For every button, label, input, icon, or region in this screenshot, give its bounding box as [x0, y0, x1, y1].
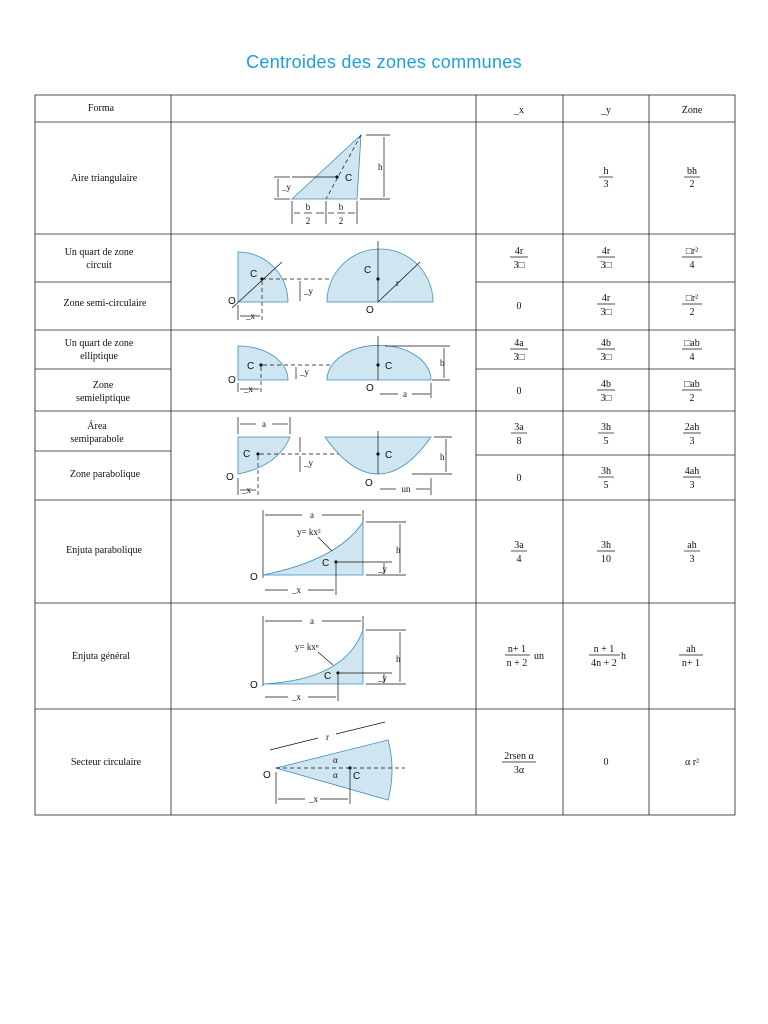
diagram-circular-sector [263, 722, 405, 804]
label-b: b [440, 358, 445, 368]
row-name-parabolic: Zone parabolique [69, 469, 141, 480]
row-name-quarter-ellipse [65, 338, 134, 362]
fraction-area-parabolic [683, 466, 701, 491]
fraction-den: 3 [689, 436, 695, 447]
fraction-den: 10 [601, 554, 611, 565]
fraction-num: 3a [514, 540, 524, 551]
label-x: _x [242, 485, 251, 495]
diagram-parabola [226, 417, 452, 495]
label-x: _x [246, 311, 255, 321]
fraction-den: 3 [689, 554, 695, 565]
label-c: C [345, 173, 353, 184]
fraction-den: 3□ [600, 393, 612, 404]
fraction-num: □r² [685, 246, 699, 257]
diagram-general-spandrel [250, 616, 406, 702]
row-name-parabolic-spandrel: Enjuta parabolique [66, 545, 142, 556]
fraction-num: □r² [685, 293, 699, 304]
label-un: un [401, 484, 411, 494]
fraction-x-parabolic-spandrel [511, 540, 527, 565]
label-o: O [250, 572, 258, 583]
label-y: _y [378, 673, 387, 683]
label-c: C [250, 269, 258, 280]
label-a: a [403, 389, 407, 399]
fraction-num: 3h [601, 422, 611, 433]
fraction-x-semiparabola [511, 422, 527, 447]
label-y: _y [378, 564, 387, 574]
fraction-num: 2ah [684, 422, 700, 433]
label-parab: y= kx² [297, 527, 321, 537]
fraction-num: 3h [601, 466, 611, 477]
fraction-den: 3□ [600, 260, 612, 271]
fraction-x-circular-sector [502, 751, 536, 776]
header-area: Zone [681, 105, 703, 116]
header-x: _x [514, 105, 524, 116]
fraction-den: 2 [689, 393, 695, 404]
fraction-num: ah [686, 644, 696, 655]
fraction-suffix: un [534, 651, 544, 662]
fraction-den: 8 [516, 436, 522, 447]
fraction-num: 4r [601, 293, 611, 304]
general-spandrel-shape [263, 630, 363, 684]
row-name-semiellipse [76, 380, 130, 404]
fraction-x-general-spandrel [505, 644, 544, 669]
row-name-semiparabola [70, 420, 124, 445]
fraction-y-quarter-circle [597, 246, 615, 271]
label-a: a [310, 616, 314, 626]
label-alpha: α [333, 755, 338, 765]
label-o: O [365, 478, 373, 489]
label-c: C [353, 771, 361, 782]
fraction-suffix: h [621, 651, 626, 662]
fraction-y-quarter-ellipse [597, 338, 615, 363]
fraction-area-quarter-ellipse [682, 338, 702, 363]
label-x: _x [309, 794, 318, 804]
fraction-area-semiellipse [682, 379, 702, 404]
label-a: a [262, 419, 266, 429]
fraction-num: □ab [684, 379, 700, 390]
fraction-den: 3□ [600, 352, 612, 363]
fraction-num: n + 1 [593, 644, 615, 655]
page-title: Centroides des zones communes [246, 52, 522, 72]
value-x-semicircle: 0 [516, 301, 522, 312]
label-h: h [396, 654, 401, 664]
fraction-y-semiellipse [597, 379, 615, 404]
fraction-den: 3□ [513, 260, 525, 271]
label-r: r [326, 732, 329, 742]
row-name-semiparabola-l2: semiparabole [70, 434, 124, 445]
row-name-quarter-circle-l1: Un quart de zone [64, 247, 134, 258]
fraction-num: □ab [684, 338, 700, 349]
label-h: h [396, 545, 401, 555]
fraction-y-parabolic-spandrel [597, 540, 615, 565]
label-c: C [243, 449, 251, 460]
fraction-num: 2rsen α [504, 751, 534, 762]
label-x: _x [244, 384, 253, 394]
fraction-num: 3a [514, 422, 524, 433]
label-c: C [385, 450, 393, 461]
fraction-den: 3□ [513, 352, 525, 363]
fraction-y-semicircle [597, 293, 615, 318]
label-c: C [322, 558, 330, 569]
label-h: h [440, 452, 445, 462]
fraction-y-parabolic [598, 466, 614, 491]
fraction-area-parabolic-spandrel [684, 540, 700, 565]
row-name-quarter-circle [65, 247, 134, 271]
label-x: _x [292, 692, 301, 702]
fraction-num: 3h [601, 540, 611, 551]
label-a: a [310, 510, 314, 520]
label-o: O [366, 305, 374, 316]
value-y-circular-sector: 0 [603, 757, 609, 768]
label-o: O [228, 296, 236, 307]
fraction-den: 3□ [600, 307, 612, 318]
label-y: _y [304, 458, 313, 468]
semicircle-shape [327, 249, 433, 302]
diagram-ellipse [228, 336, 450, 399]
fraction-den: n+ 1 [681, 658, 701, 669]
header-y: _y [601, 105, 611, 116]
row-name-quarter-circle-l2: circuit [86, 260, 112, 271]
fraction-den: 2 [689, 307, 695, 318]
value-area-circular-sector: α r² [684, 757, 700, 768]
label-c: C [324, 671, 332, 682]
fraction-den: 3 [689, 480, 695, 491]
fraction-y-triangle [599, 166, 613, 190]
diagram-circle [228, 241, 433, 321]
fraction-num: bh [687, 166, 697, 177]
row-name-triangle: Aire triangulaire [70, 173, 138, 184]
quarter-ellipse-shape [238, 346, 288, 380]
diagram-parabolic-spandrel [250, 510, 406, 595]
fraction-den: 4 [689, 352, 695, 363]
fraction-num: 4ah [684, 466, 700, 477]
header-shape: Forma [87, 103, 115, 114]
label-gen: y= kxⁿ [295, 642, 319, 652]
label-x: _x [292, 585, 301, 595]
label-alpha: α [333, 770, 338, 780]
fraction-num: 4r [601, 246, 611, 257]
fraction-den: 5 [603, 480, 609, 491]
row-name-semiparabola-l1: Área [87, 421, 107, 432]
fraction-x-quarter-circle [510, 246, 528, 271]
row-name-semiellipse-l2: semieliptique [76, 393, 130, 404]
row-name-quarter-ellipse-l2: elliptique [80, 351, 118, 362]
fraction-num: 4r [514, 246, 524, 257]
fraction-den: 3 [603, 179, 609, 190]
fraction-den: n + 2 [506, 658, 528, 669]
fraction-y-semiparabola [598, 422, 614, 447]
fraction-y-general-spandrel [589, 644, 626, 669]
fraction-num: 4a [514, 338, 524, 349]
fraction-area-triangle [684, 166, 700, 190]
fraction-num: 4b [601, 338, 611, 349]
label-y: _y [304, 286, 313, 296]
semi-ellipse-shape [327, 345, 431, 380]
label-two: 2 [305, 216, 311, 226]
row-name-circular-sector: Secteur circulaire [70, 757, 142, 768]
label-y: _y [282, 182, 291, 192]
fraction-num: h [603, 166, 609, 177]
label-y: _y [300, 367, 309, 377]
row-name-quarter-ellipse-l1: Un quart de zone [64, 338, 134, 349]
label-c: C [385, 361, 393, 372]
label-h: h [378, 162, 383, 172]
fraction-area-quarter-circle [682, 246, 702, 271]
label-b: b [338, 202, 344, 212]
value-x-parabolic: 0 [516, 473, 522, 484]
quarter-circle-shape [238, 252, 288, 302]
label-o: O [263, 770, 271, 781]
value-x-semiellipse: 0 [516, 386, 522, 397]
label-o: O [366, 383, 374, 394]
fraction-area-semicircle [682, 293, 702, 318]
fraction-area-general-spandrel [679, 644, 703, 669]
fraction-num: n+ 1 [507, 644, 527, 655]
fraction-den: 5 [603, 436, 609, 447]
fraction-x-quarter-ellipse [510, 338, 528, 363]
fraction-den: 3α [513, 765, 525, 776]
fraction-den: 4 [689, 260, 695, 271]
label-two: 2 [338, 216, 344, 226]
fraction-den: 4 [516, 554, 522, 565]
fraction-den: 4n + 2 [591, 658, 617, 669]
fraction-den: 2 [689, 179, 695, 190]
fraction-num: ah [687, 540, 697, 551]
label-o: O [228, 375, 236, 386]
row-name-semiellipse-l1: Zone [92, 380, 114, 391]
fraction-num: 4b [601, 379, 611, 390]
row-name-general-spandrel: Enjuta général [71, 651, 131, 662]
triangle-shape [292, 135, 361, 199]
label-b: b [305, 202, 311, 212]
label-c: C [364, 265, 372, 276]
fraction-area-semiparabola [683, 422, 701, 447]
label-c: C [247, 361, 255, 372]
label-o: O [250, 680, 258, 691]
label-o: O [226, 472, 234, 483]
row-name-semicircle: Zone semi-circulaire [63, 298, 147, 309]
diagram-triangle [274, 135, 390, 226]
label-r: r [396, 278, 399, 288]
